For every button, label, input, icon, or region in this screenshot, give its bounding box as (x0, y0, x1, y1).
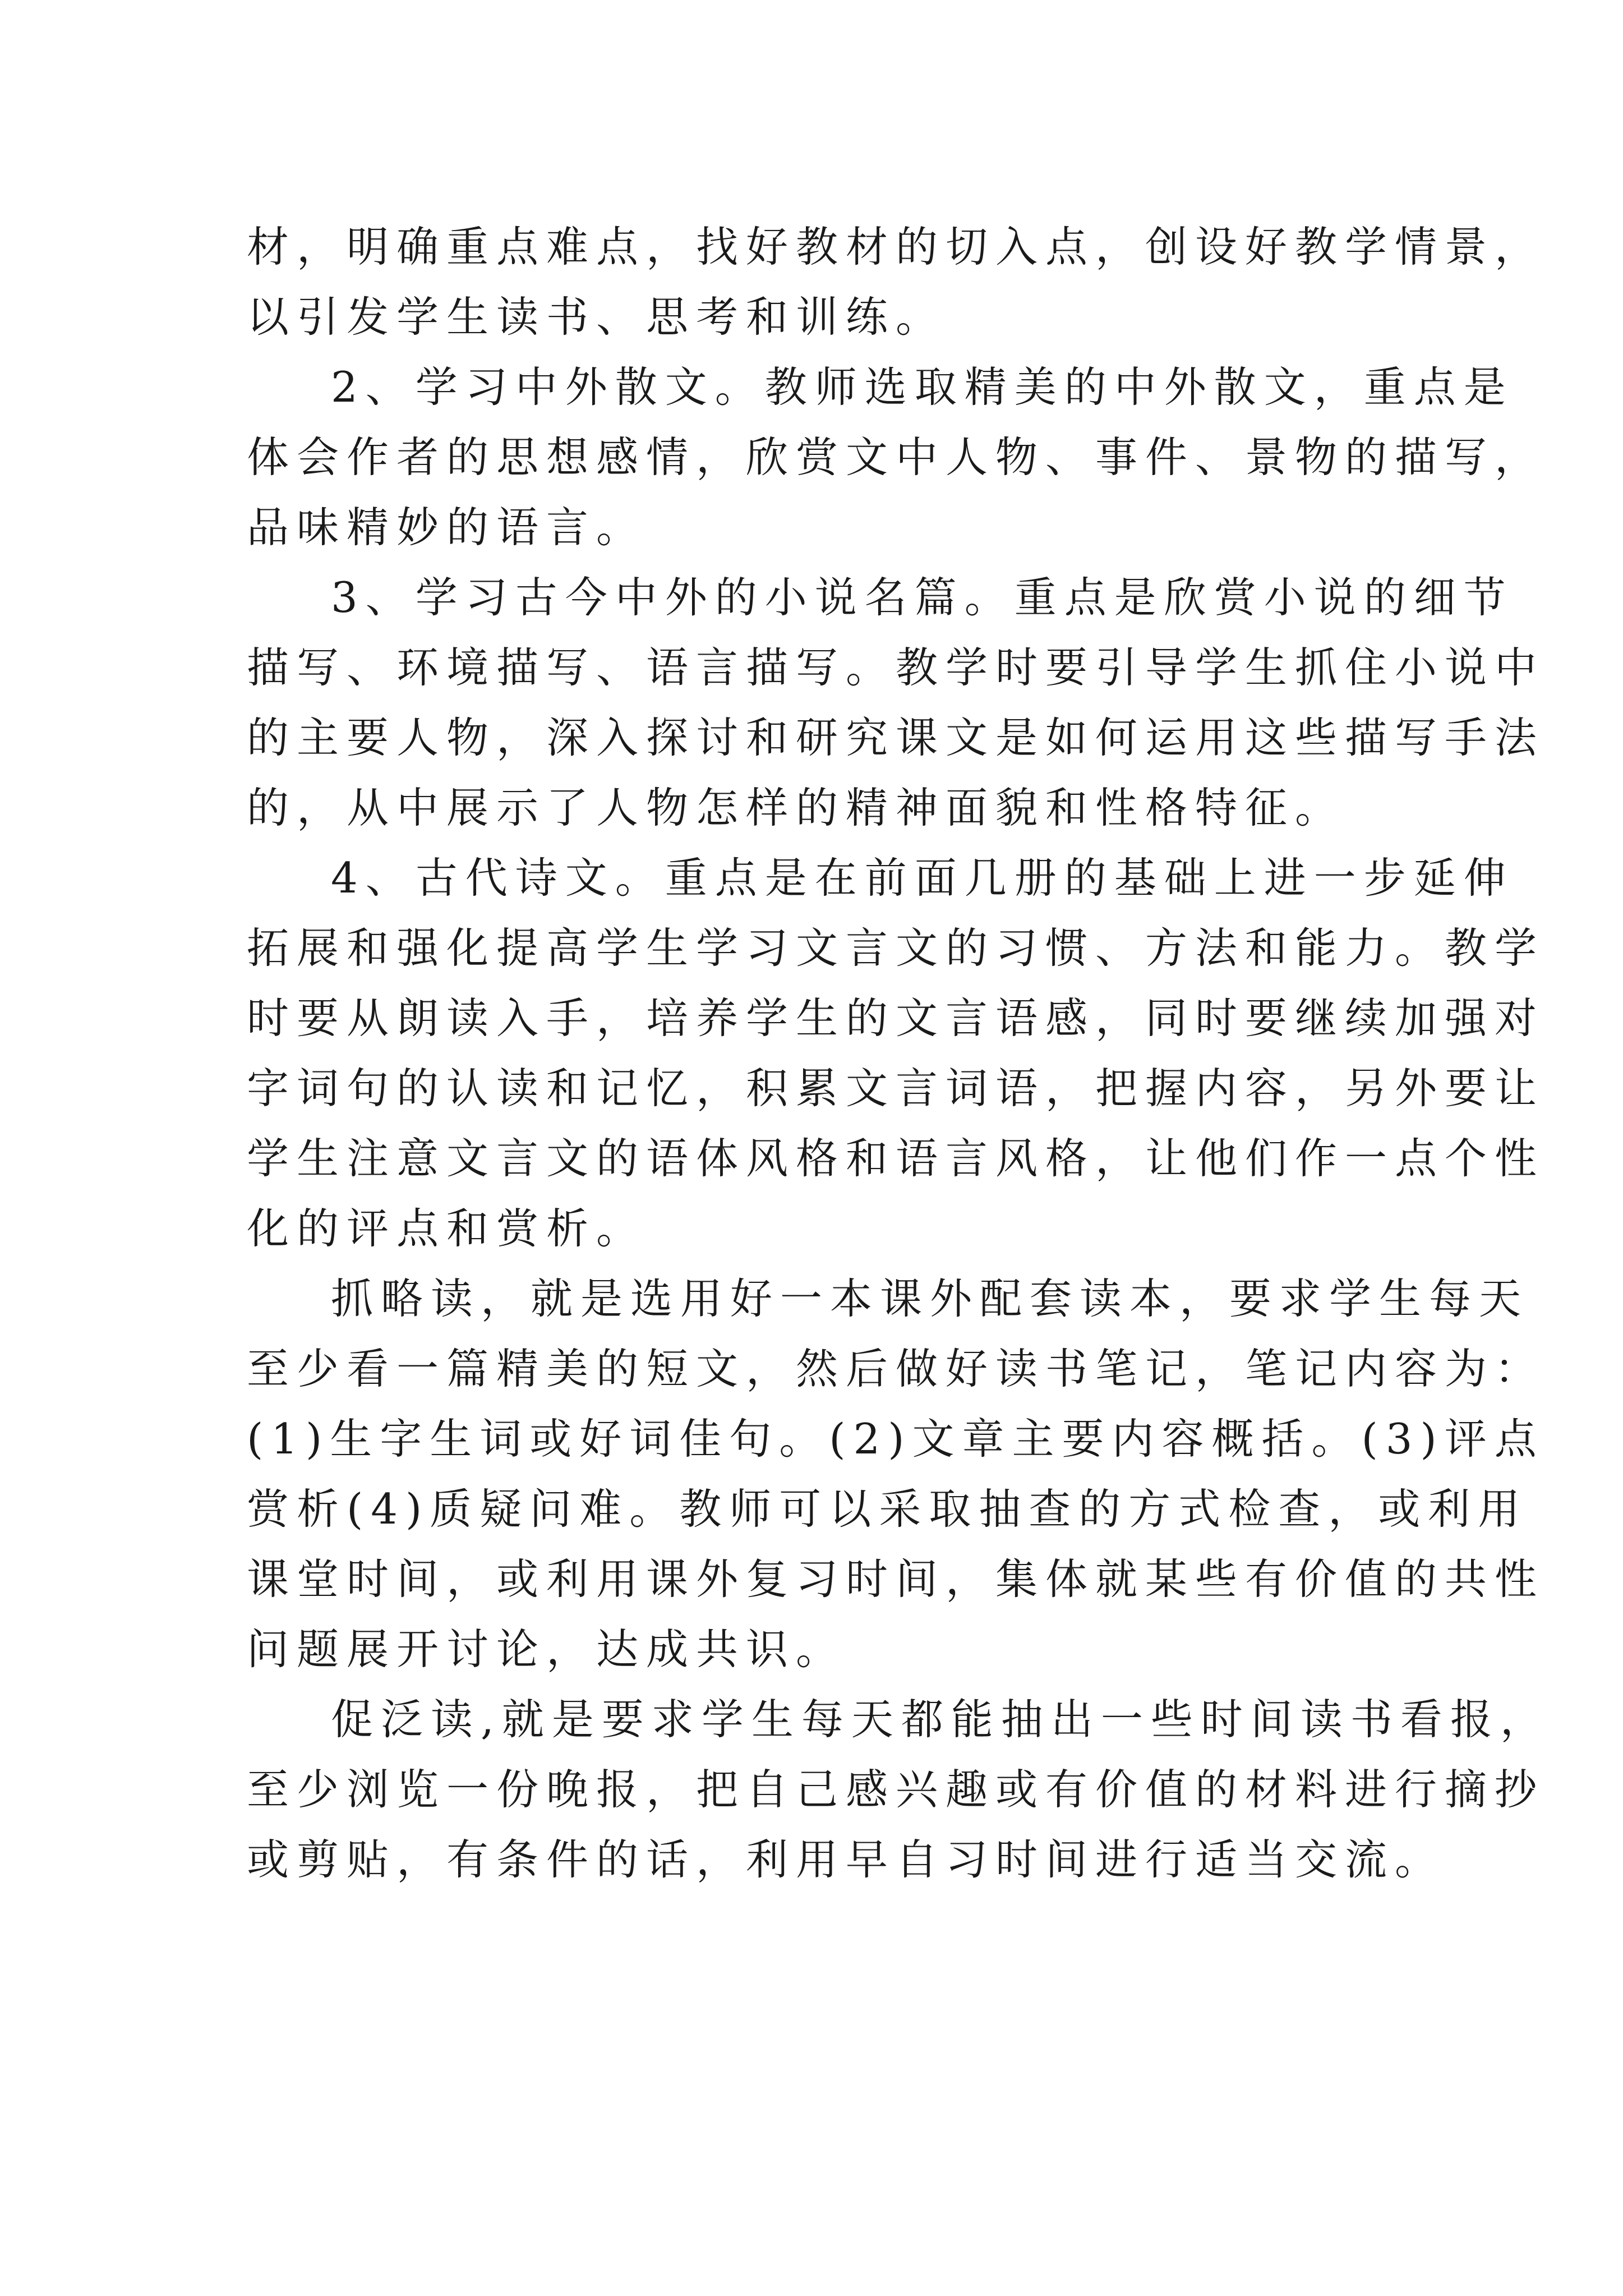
text-line: 的，从中展示了人物怎样的精神面貌和性格特征。 (247, 783, 1345, 832)
text-line: 课堂时间，或利用课外复习时间，集体就某些有价值的共性 (247, 1554, 1545, 1604)
text-line: 4、古代诗文。重点是在前面几册的基础上进一步延伸 (331, 853, 1514, 903)
text-line: 时要从朗读入手，培养学生的文言语感，同时要继续加强对 (247, 993, 1545, 1043)
paragraph-2 (247, 352, 1545, 563)
text-line: 或剪贴，有条件的话，利用早自习时间进行适当交流。 (247, 1835, 1445, 1884)
text-line: 至少浏览一份晚报，把自己感兴趣或有价值的材料进行摘抄 (247, 1765, 1545, 1814)
text-line: 3、学习古今中外的小说名篇。重点是欣赏小说的细节 (331, 573, 1514, 622)
paragraph-3 (247, 563, 1545, 843)
text-line: 赏析(4)质疑问难。教师可以采取抽查的方式检查，或利用 (247, 1484, 1528, 1534)
text-line: 学生注意文言文的语体风格和语言风格，让他们作一点个性 (247, 1134, 1545, 1183)
text-line: 抓略读，就是选用好一本课外配套读本，要求学生每天 (331, 1274, 1529, 1323)
text-line: (1)生字生词或好词佳句。(2)文章主要内容概括。(3)评点 (247, 1414, 1544, 1464)
text-line: 字词句的认读和记忆，积累文言词语，把握内容，另外要让 (247, 1064, 1545, 1113)
paragraph-5 (247, 1264, 1545, 1685)
text-line: 促泛读,就是要求学生每天都能抽出一些时间读书看报， (331, 1695, 1550, 1744)
paragraph-4 (247, 843, 1545, 1264)
text-line: 2、学习中外散文。教师选取精美的中外散文，重点是 (331, 362, 1514, 412)
text-line: 的主要人物，深入探讨和研究课文是如何运用这些描写手法 (247, 713, 1545, 762)
text-line: 材，明确重点难点，找好教材的切入点，创设好教学情景， (247, 222, 1545, 272)
text-line: 问题展开讨论，达成共识。 (247, 1625, 846, 1674)
text-line: 体会作者的思想感情，欣赏文中人物、事件、景物的描写， (247, 432, 1545, 482)
document-body (247, 212, 1550, 1895)
text-line: 至少看一篇精美的短文，然后做好读书笔记，笔记内容为： (247, 1344, 1545, 1393)
text-line: 描写、环境描写、语言描写。教学时要引导学生抓住小说中 (247, 643, 1545, 692)
paragraph-1 (247, 212, 1545, 352)
text-line: 拓展和强化提高学生学习文言文的习惯、方法和能力。教学 (247, 923, 1545, 973)
paragraph-6 (247, 1685, 1550, 1895)
text-line: 品味精妙的语言。 (247, 503, 647, 552)
text-line: 化的评点和赏析。 (247, 1204, 647, 1253)
text-line: 以引发学生读书、思考和训练。 (247, 292, 946, 342)
